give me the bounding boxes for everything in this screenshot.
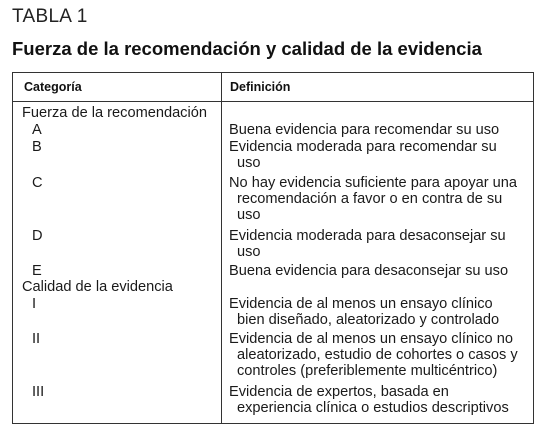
row-level: B xyxy=(32,139,42,155)
section-title: Fuerza de la recomendación xyxy=(22,105,207,121)
definition-line: recomendación a favor o en contra de su xyxy=(237,191,503,208)
definition-line: experiencia clínica o estudios descriptivos xyxy=(237,400,509,417)
row-level: A xyxy=(32,122,42,138)
table-header xyxy=(13,73,533,102)
definition-line: uso xyxy=(237,207,261,224)
row-level: C xyxy=(32,175,43,191)
definition-line: controles (preferiblemente multicéntrico) xyxy=(237,363,498,380)
row-definition xyxy=(229,122,535,138)
row-level: II xyxy=(32,331,41,347)
definition-line: Evidencia de al menos un ensayo clínico xyxy=(229,296,493,312)
column-header-definition: Definición xyxy=(230,80,291,94)
row-definition xyxy=(229,384,535,416)
table-label: TABLA 1 xyxy=(12,6,88,27)
definition-line: Buena evidencia para desaconsejar su uso xyxy=(229,263,509,279)
table-title: Fuerza de la recomendación y calidad de la evidencia xyxy=(12,38,482,59)
definition-line: Evidencia moderada para recomendar su xyxy=(229,139,497,155)
definition-line: No hay evidencia suficiente para apoyar una xyxy=(229,175,518,191)
definition-line: Evidencia moderada para desaconsejar su xyxy=(229,228,506,244)
row-definition xyxy=(229,296,535,328)
column-divider xyxy=(221,73,222,423)
row-definition xyxy=(229,175,535,224)
recommendation-table xyxy=(12,72,534,424)
row-level: I xyxy=(32,296,37,312)
row-level: D xyxy=(32,228,43,244)
definition-line: Evidencia de al menos un ensayo clínico no xyxy=(229,331,513,347)
row-level: III xyxy=(32,384,45,400)
row-definition xyxy=(229,228,535,260)
definition-line: uso xyxy=(237,155,261,172)
definition-line: aleatorizado, estudio de cohortes o casos y xyxy=(237,347,518,364)
row-definition xyxy=(229,139,535,171)
section-title: Calidad de la evidencia xyxy=(22,279,173,295)
column-header-category: Categoría xyxy=(24,80,82,94)
row-definition xyxy=(229,331,535,380)
definition-line: uso xyxy=(237,244,261,261)
definition-line: Evidencia de expertos, basada en xyxy=(229,384,449,400)
row-definition xyxy=(229,263,535,279)
definition-line: bien diseñado, aleatorizado y controlado xyxy=(237,312,500,329)
row-level: E xyxy=(32,263,42,279)
definition-line: Buena evidencia para recomendar su uso xyxy=(229,122,500,138)
